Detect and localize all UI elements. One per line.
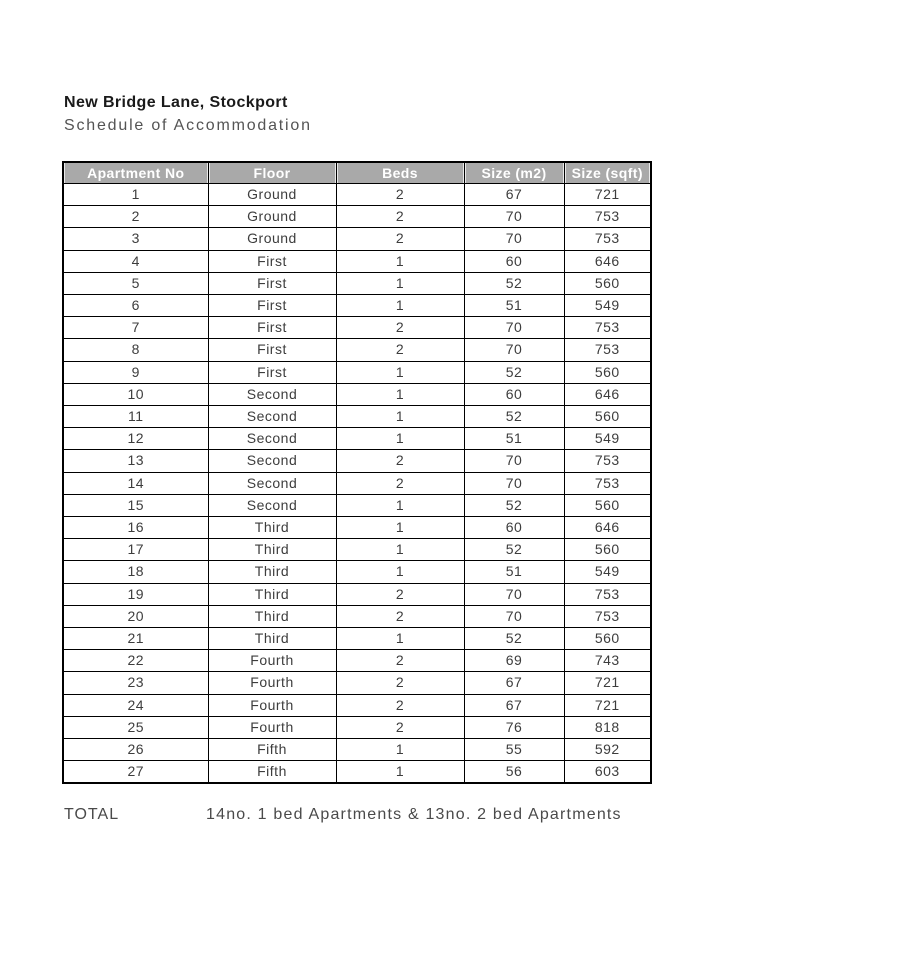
table-cell: 2 <box>336 650 464 672</box>
table-cell: First <box>208 317 336 339</box>
table-cell: 67 <box>464 672 564 694</box>
table-cell: 67 <box>464 184 564 206</box>
table-cell: Ground <box>208 206 336 228</box>
table-cell: 11 <box>63 406 208 428</box>
table-cell: Fourth <box>208 694 336 716</box>
table-cell: First <box>208 361 336 383</box>
table-cell: Second <box>208 428 336 450</box>
table-cell: 70 <box>464 339 564 361</box>
table-cell: 1 <box>336 361 464 383</box>
table-cell: Ground <box>208 184 336 206</box>
table-cell: 753 <box>564 317 651 339</box>
table-cell: 15 <box>63 494 208 516</box>
table-cell: 592 <box>564 739 651 761</box>
table-cell: 2 <box>336 206 464 228</box>
table-cell: 20 <box>63 605 208 627</box>
table-cell: 16 <box>63 517 208 539</box>
column-header: Floor <box>208 162 336 184</box>
table-cell: Fourth <box>208 716 336 738</box>
table-cell: 51 <box>464 295 564 317</box>
table-cell: 8 <box>63 339 208 361</box>
table-cell: 19 <box>63 583 208 605</box>
table-row <box>63 739 651 761</box>
table-cell: 1 <box>63 184 208 206</box>
table-cell: 560 <box>564 539 651 561</box>
table-row <box>63 206 651 228</box>
table-cell: 2 <box>336 583 464 605</box>
table-cell: 12 <box>63 428 208 450</box>
table-row <box>63 450 651 472</box>
total-value: 14no. 1 bed Apartments & 13no. 2 bed Apartments <box>206 806 622 823</box>
table-cell: 51 <box>464 428 564 450</box>
table-cell: Second <box>208 450 336 472</box>
table-cell: 14 <box>63 472 208 494</box>
table-cell: 1 <box>336 250 464 272</box>
table-cell: 753 <box>564 450 651 472</box>
table-row <box>63 472 651 494</box>
table-cell: Fourth <box>208 672 336 694</box>
table-cell: 70 <box>464 450 564 472</box>
table-cell: 9 <box>63 361 208 383</box>
table-header-row <box>63 162 651 184</box>
table-cell: 1 <box>336 628 464 650</box>
table-row <box>63 184 651 206</box>
table-cell: 2 <box>63 206 208 228</box>
table-cell: Second <box>208 472 336 494</box>
table-cell: 26 <box>63 739 208 761</box>
column-header: Size (sqft) <box>564 162 651 184</box>
table-cell: 1 <box>336 561 464 583</box>
table-cell: 52 <box>464 361 564 383</box>
table-cell: 753 <box>564 472 651 494</box>
column-header: Apartment No <box>63 162 208 184</box>
table-cell: 67 <box>464 694 564 716</box>
table-row <box>63 317 651 339</box>
table-cell: First <box>208 295 336 317</box>
table-cell: 2 <box>336 472 464 494</box>
table-cell: 76 <box>464 716 564 738</box>
table-row <box>63 605 651 627</box>
table-cell: Second <box>208 494 336 516</box>
table-body <box>63 184 651 784</box>
table-cell: 52 <box>464 406 564 428</box>
table-row <box>63 339 651 361</box>
table-row <box>63 406 651 428</box>
table-row <box>63 250 651 272</box>
table-cell: Third <box>208 539 336 561</box>
table-cell: Third <box>208 605 336 627</box>
table-cell: 25 <box>63 716 208 738</box>
table-cell: 70 <box>464 472 564 494</box>
table-cell: 2 <box>336 317 464 339</box>
table-cell: 52 <box>464 628 564 650</box>
table-cell: 27 <box>63 761 208 784</box>
table-cell: First <box>208 339 336 361</box>
total-row <box>64 806 764 824</box>
table-cell: 646 <box>564 383 651 405</box>
table-cell: 753 <box>564 228 651 250</box>
table-cell: 753 <box>564 583 651 605</box>
column-header: Size (m2) <box>464 162 564 184</box>
table-cell: Third <box>208 561 336 583</box>
column-header: Beds <box>336 162 464 184</box>
table-cell: First <box>208 250 336 272</box>
table-cell: 2 <box>336 450 464 472</box>
table-cell: 2 <box>336 716 464 738</box>
table-cell: 60 <box>464 250 564 272</box>
table-cell: First <box>208 272 336 294</box>
table-cell: 560 <box>564 272 651 294</box>
table-cell: 70 <box>464 228 564 250</box>
table-cell: 646 <box>564 517 651 539</box>
table-cell: 23 <box>63 672 208 694</box>
table-cell: Second <box>208 406 336 428</box>
table-cell: 1 <box>336 272 464 294</box>
table-cell: 6 <box>63 295 208 317</box>
table-cell: 52 <box>464 272 564 294</box>
table-cell: 1 <box>336 383 464 405</box>
table-cell: 69 <box>464 650 564 672</box>
page-title: New Bridge Lane, Stockport <box>64 94 288 111</box>
table-cell: 646 <box>564 250 651 272</box>
table-cell: 743 <box>564 650 651 672</box>
table-cell: 603 <box>564 761 651 784</box>
table-cell: Fourth <box>208 650 336 672</box>
table-cell: 22 <box>63 650 208 672</box>
table-cell: 18 <box>63 561 208 583</box>
table-cell: 52 <box>464 494 564 516</box>
table-cell: 753 <box>564 339 651 361</box>
table-cell: 753 <box>564 206 651 228</box>
table-row <box>63 694 651 716</box>
table-cell: 753 <box>564 605 651 627</box>
table-cell: 17 <box>63 539 208 561</box>
table-row <box>63 561 651 583</box>
table-cell: 721 <box>564 672 651 694</box>
table-row <box>63 295 651 317</box>
table-cell: 549 <box>564 295 651 317</box>
table-cell: 21 <box>63 628 208 650</box>
table-row <box>63 361 651 383</box>
table-row <box>63 583 651 605</box>
table-cell: 560 <box>564 494 651 516</box>
table-cell: 55 <box>464 739 564 761</box>
table-row <box>63 428 651 450</box>
table-cell: 2 <box>336 605 464 627</box>
table-cell: 2 <box>336 184 464 206</box>
table-cell: 1 <box>336 517 464 539</box>
table-cell: Second <box>208 383 336 405</box>
table-row <box>63 716 651 738</box>
accommodation-table <box>62 161 652 784</box>
table-cell: 2 <box>336 228 464 250</box>
table-cell: Fifth <box>208 739 336 761</box>
table-cell: Third <box>208 583 336 605</box>
table-cell: 721 <box>564 184 651 206</box>
table-cell: 1 <box>336 539 464 561</box>
table-cell: 60 <box>464 517 564 539</box>
table-row <box>63 383 651 405</box>
table-cell: 2 <box>336 672 464 694</box>
table-row <box>63 272 651 294</box>
table-row <box>63 672 651 694</box>
table-cell: 3 <box>63 228 208 250</box>
table-cell: 60 <box>464 383 564 405</box>
table-cell: 560 <box>564 406 651 428</box>
table-cell: 1 <box>336 494 464 516</box>
table-cell: 5 <box>63 272 208 294</box>
table-cell: 70 <box>464 583 564 605</box>
table-cell: 2 <box>336 694 464 716</box>
table-cell: 52 <box>464 539 564 561</box>
table-cell: 1 <box>336 761 464 784</box>
table-row <box>63 650 651 672</box>
table-cell: 560 <box>564 361 651 383</box>
table-cell: 51 <box>464 561 564 583</box>
table-cell: 1 <box>336 406 464 428</box>
page-subtitle: Schedule of Accommodation <box>64 117 312 134</box>
table-cell: 549 <box>564 561 651 583</box>
table-cell: 1 <box>336 428 464 450</box>
table-cell: 1 <box>336 739 464 761</box>
table-cell: 7 <box>63 317 208 339</box>
table-row <box>63 628 651 650</box>
total-label: TOTAL <box>64 806 120 823</box>
table-cell: 70 <box>464 206 564 228</box>
table-cell: Third <box>208 517 336 539</box>
table-cell: 70 <box>464 605 564 627</box>
table-cell: Ground <box>208 228 336 250</box>
table-cell: 56 <box>464 761 564 784</box>
table-cell: 818 <box>564 716 651 738</box>
table-cell: 2 <box>336 339 464 361</box>
table-cell: 10 <box>63 383 208 405</box>
table-row <box>63 517 651 539</box>
table-cell: 549 <box>564 428 651 450</box>
table-row <box>63 761 651 784</box>
table-row <box>63 539 651 561</box>
table-cell: 1 <box>336 295 464 317</box>
table-cell: Fifth <box>208 761 336 784</box>
table-row <box>63 494 651 516</box>
table-cell: 70 <box>464 317 564 339</box>
table-cell: 13 <box>63 450 208 472</box>
table-cell: 560 <box>564 628 651 650</box>
table-cell: 24 <box>63 694 208 716</box>
table-cell: Third <box>208 628 336 650</box>
table-cell: 4 <box>63 250 208 272</box>
table-cell: 721 <box>564 694 651 716</box>
table-row <box>63 228 651 250</box>
